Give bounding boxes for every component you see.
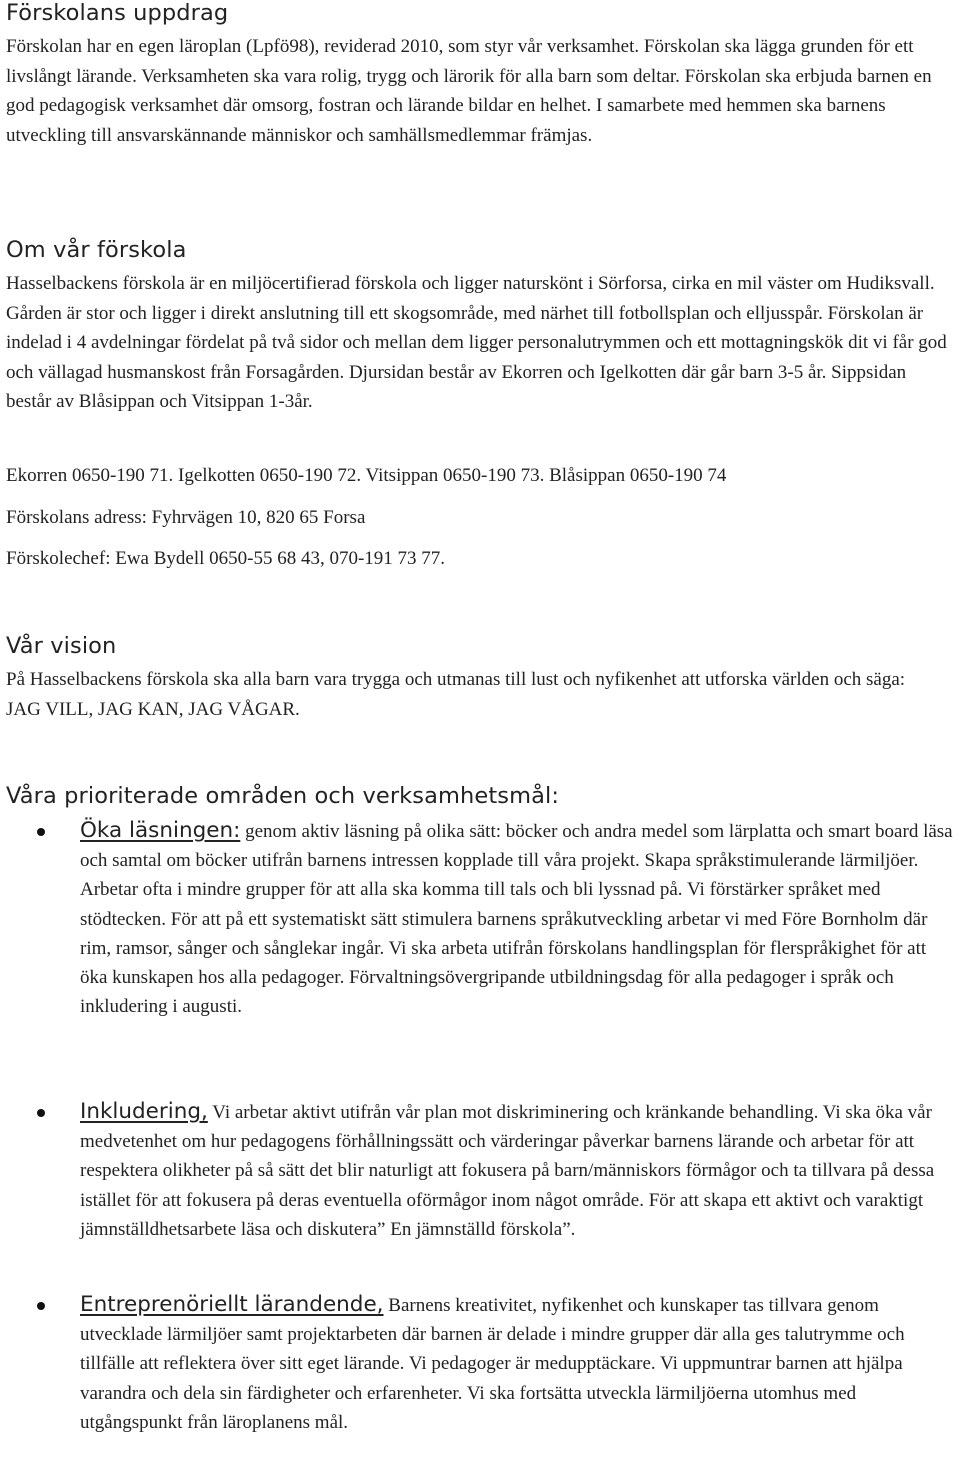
list-item-inkludering-text <box>80 1097 960 1244</box>
section-heading-vision: Vår vision <box>6 633 117 659</box>
forskola-paragraph: Hasselbackens förskola är en miljöcertifierad förskola och ligger naturskönt i Sörforsa, cirka en mil väster om Hudiksvall. Gården är stor och ligger i direkt anslutning till ett skogsområde, med närhet till fotbollsplan och elljusspår. Förskolan är indelad i 4 avdelningar fördelat på två sidor och mellan dem ligger personalutrymmen och ett mottagningskök dit vi får god och vällagad husmanskost från Forsagården. Djursidan består av Ekorren och Igelkotten där går barn 3-5 år. Sippsidan består av Blåsippan och Vitsippan 1-3år. <box>6 273 947 413</box>
bullet-icon <box>37 1302 45 1310</box>
list-item-lasning <box>6 816 956 1021</box>
bullet-icon <box>37 828 45 836</box>
section-heading-omraden: Våra prioriterade områden och verksamhetsmål: <box>6 783 560 809</box>
list-item-term: Inkludering, <box>80 1099 208 1124</box>
department-phones: Ekorren 0650-190 71. Igelkotten 0650-190 72. Vitsippan 0650-190 73. Blåsippan 0650-190 74 <box>6 465 727 486</box>
vision-motto: JAG VILL, JAG KAN, JAG VÅGAR. <box>6 698 300 720</box>
uppdrag-paragraph: Förskolan har en egen läroplan (Lpfö98), reviderad 2010, som styr vår verksamhet. Förskolan ska lägga grunden för ett livslångt lärande. Verksamheten ska vara rolig, trygg och lärorik för alla barn som deltar. Förskolan ska erbjuda barnen en god pedagogisk verksamhet där omsorg, fostran och lärande bildar en helhet. I samarbete med hemmen ska barnens utveckling till ansvarskännande människor och samhällsmedlemmar främjas. <box>6 36 932 146</box>
list-item-body: genom aktiv läsning på olika sätt: böcker och andra medel som lärplatta och smart board läsa och samtal om böcker utifrån barnens intressen kopplade till våra projekt. Skapa språkstimulerande lärmiljöer. Arbetar ofta i mindre grupper för att alla ska komma till tals och bli lyssnad på. Vi förstärker språket med stödtecken. För att på ett systematiskt sätt stimulera barnens språkutveckling arbetar vi med Före Bornholm där rim, ramsor, sånger och sånglekar ingår. Vi ska arbeta utifrån förskolans handlingsplan för flerspråkighet för att öka kunskapen hos alla pedagoger. Förvaltningsövergripande utbildningsdag för alla pedagoger i språk och inkludering i augusti. <box>80 821 953 1018</box>
list-item-body: Barnens kreativitet, nyfikenhet och kunskaper tas tillvara genom utvecklade lärmiljöer samt projektarbeten där barnen är delade i mindre grupper där alla ges talutrymme och tillfälle att reflektera över sitt eget lärande. Vi pedagoger är medupptäckare. Vi uppmuntrar barnen att hjälpa varandra och dela sin färdigheter och erfarenheter. Vi ska fortsätta utveckla lärmiljöerna utomhus med utgångspunkt från läroplanens mål. <box>80 1295 905 1433</box>
list-item-body: Vi arbetar aktivt utifrån vår plan mot diskriminering och kränkande behandling. Vi ska öka vår medvetenhet om hur pedagogens förhållningssätt och värderingar påverkar barnens lärande och arbetar för att respektera olikheter på så sätt det blir naturligt att fokusera på barn/människors förmågor och ta tillvara på dessa istället för att fokusera på deras eventuella oförmågor inom något område. För att skapa ett aktivt och varaktigt jämnställdhetsarbete läsa och diskutera” En jämnställd förskola”. <box>80 1102 935 1240</box>
section-heading-uppdrag: Förskolans uppdrag <box>6 0 229 26</box>
vision-paragraph <box>6 665 906 724</box>
list-item-inkludering <box>6 1097 960 1244</box>
list-item-entreprenoriellt-text <box>80 1290 940 1437</box>
vision-text-before: På Hasselbackens förskola ska alla barn vara trygga och utmanas till lust och nyfikenhet att utforska världen och säga: <box>6 669 906 690</box>
list-item-entreprenoriellt <box>6 1290 940 1437</box>
preschool-manager: Förskolechef: Ewa Bydell 0650-55 68 43, 070-191 73 77. <box>6 548 446 569</box>
list-item-term: Öka läsningen: <box>80 818 241 843</box>
section-heading-forskola: Om vår förskola <box>6 237 187 263</box>
list-item-term: Entreprenöriellt lärandende, <box>80 1292 384 1317</box>
list-item-lasning-text <box>80 816 956 1021</box>
preschool-address: Förskolans adress: Fyhrvägen 10, 820 65 Forsa <box>6 507 366 528</box>
bullet-icon <box>37 1109 45 1117</box>
